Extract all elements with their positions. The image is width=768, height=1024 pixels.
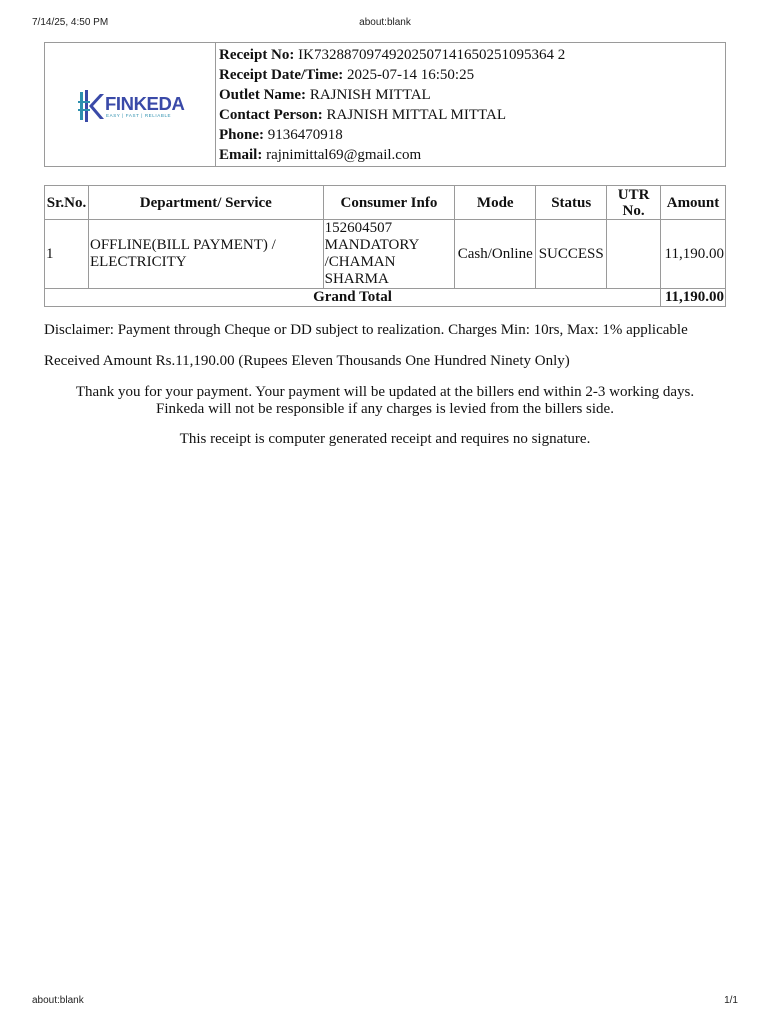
cell-department: OFFLINE(BILL PAYMENT) / ELECTRICITY <box>88 220 323 289</box>
receipt-no-value: IK73288709749202507141650251095364 2 <box>298 47 566 63</box>
cell-status: SUCCESS <box>536 220 607 289</box>
thank-you-note <box>44 384 726 418</box>
logo-cell <box>45 43 216 167</box>
header-amount: Amount <box>661 186 726 220</box>
signature-note: This receipt is computer generated receipt and requires no signature. <box>179 431 591 447</box>
finkeda-logo-mark-icon <box>78 89 104 123</box>
received-amount-text: Received Amount Rs.11,190.00 (Rupees Eleven Thousands One Hundred Ninety Only) <box>44 353 570 369</box>
receipt-no-label: Receipt No: <box>219 47 295 63</box>
logo-wordmark: FINKEDA <box>105 93 185 114</box>
grand-total-label: Grand Total <box>45 289 661 307</box>
cell-mode: Cash/Online <box>455 220 536 289</box>
outlet-name-line <box>219 85 725 105</box>
grand-total-row <box>45 289 726 307</box>
print-page-url: about:blank <box>359 17 411 28</box>
cell-amount: 11,190.00 <box>661 220 726 289</box>
cell-sr-no: 1 <box>45 220 89 289</box>
header-sr-no: Sr.No. <box>45 186 89 220</box>
receipt-details <box>216 43 726 167</box>
header-department: Department/ Service <box>88 186 323 220</box>
payment-items-table <box>44 185 726 307</box>
email-label: Email: <box>219 147 263 163</box>
phone-value: 9136470918 <box>267 127 343 143</box>
receipt-datetime-line <box>219 65 725 85</box>
thank-you-line-1: Thank you for your payment. Your payment will be updated at the billers end within 2-3 working days. <box>75 384 695 400</box>
grand-total-value: 11,190.00 <box>661 289 726 307</box>
contact-person-line <box>219 105 725 125</box>
table-header-row <box>45 186 726 220</box>
receipt-info-table <box>44 42 726 167</box>
footer-page-number: 1/1 <box>724 995 738 1006</box>
contact-person-value: RAJNISH MITTAL MITTAL <box>326 107 507 123</box>
receipt-datetime-value: 2025-07-14 16:50:25 <box>347 67 475 83</box>
phone-label: Phone: <box>219 127 264 143</box>
header-status: Status <box>536 186 607 220</box>
phone-line <box>219 125 725 145</box>
table-row <box>45 220 726 289</box>
outlet-name-label: Outlet Name: <box>219 87 307 103</box>
header-utr-no: UTR No. <box>607 186 661 220</box>
cell-consumer-info: 152604507 MANDATORY /CHAMAN SHARMA <box>323 220 455 289</box>
receipt-datetime-label: Receipt Date/Time: <box>219 67 344 83</box>
print-footer <box>32 995 738 1009</box>
header-mode: Mode <box>455 186 536 220</box>
print-datetime: 7/14/25, 4:50 PM <box>32 17 109 28</box>
header-consumer-info: Consumer Info <box>323 186 455 220</box>
outlet-name-value: RAJNISH MITTAL <box>309 87 431 103</box>
disclaimer-text: Disclaimer: Payment through Cheque or DD subject to realization. Charges Min: 10rs, Max: 1% applicable <box>44 322 688 338</box>
thank-you-line-2: Finkeda will not be responsible if any charges is levied from the billers side. <box>156 401 614 417</box>
cell-utr-no <box>607 220 661 289</box>
logo-tagline: EASY | FAST | RELIABLE <box>106 113 172 118</box>
email-line <box>219 145 725 165</box>
footer-page-url: about:blank <box>32 995 84 1006</box>
finkeda-logo <box>78 89 188 123</box>
contact-person-label: Contact Person: <box>219 107 323 123</box>
receipt-no-line <box>219 45 725 65</box>
print-header <box>32 17 738 31</box>
email-value: rajnimittal69@gmail.com <box>266 147 422 163</box>
